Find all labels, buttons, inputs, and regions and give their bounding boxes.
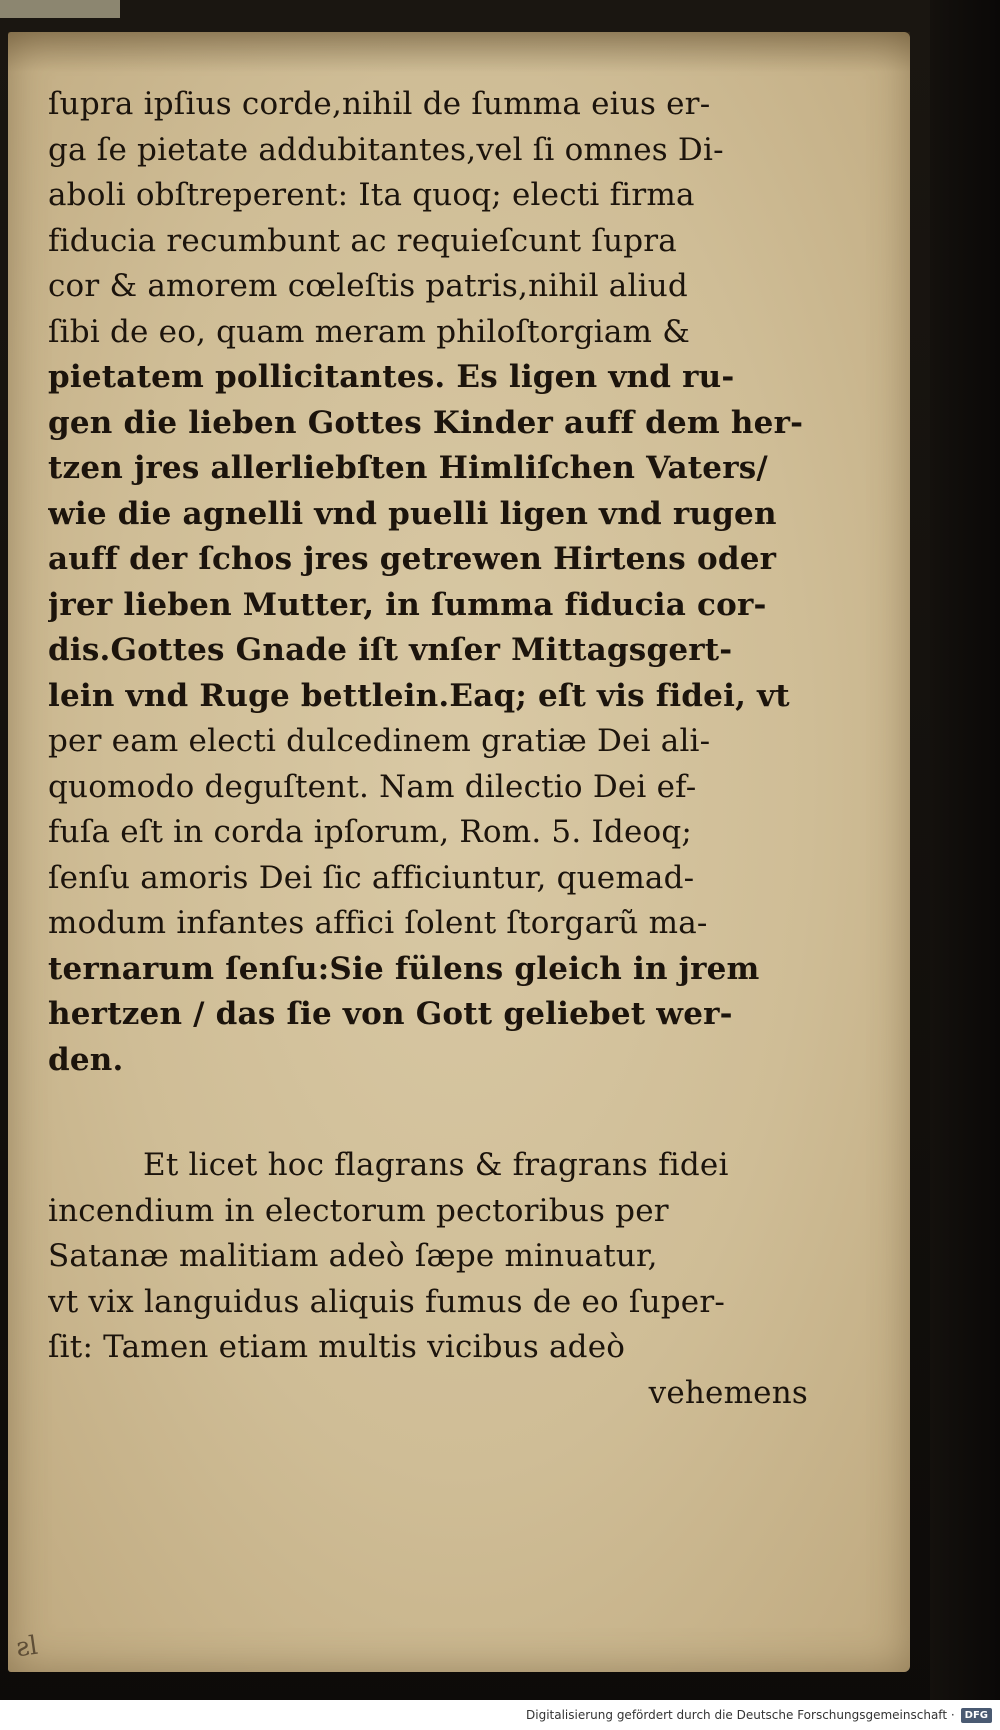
text-line: fiducia recumbunt ac requieſcunt ſupra (48, 222, 677, 259)
text-line: ſupra ipſius corde,nihil de ſumma eius er- (48, 86, 711, 122)
text-line: ſit: Tamen etiam multis vicibus adeò (48, 1329, 626, 1365)
text-line: ſenſu amoris Dei ſic afficiuntur, quemad- (48, 859, 695, 896)
text-line: quomodo deguſtent. Nam dilectio Dei ef- (48, 768, 697, 805)
text-line: hertzen / das ſie von Gott geliebet wer- (48, 996, 733, 1032)
text-line: per eam electi dulcedinem gratiæ Dei ali- (48, 723, 711, 759)
text-line: pietatem pollicitantes. Es ligen vnd ru- (48, 359, 735, 395)
text-line: gen die lieben Gottes Kinder auff dem her- (48, 404, 804, 441)
text-line: Et licet hoc flagrans & fragrans fidei (143, 1147, 729, 1183)
text-line: ſibi de eo, quam meram philoſtorgiam & (48, 313, 690, 350)
digitization-footer (0, 1700, 1000, 1730)
text-line: modum infantes affici ſolent ſtorgarũ ma- (48, 905, 708, 941)
text-line: dis.Gottes Gnade iſt vnſer Mittagsgert- (48, 632, 733, 668)
book-page (8, 32, 910, 1672)
text-line: incendium in electorum pectoribus per (48, 1192, 669, 1229)
catchword: vehemens (648, 1374, 808, 1411)
paragraph-gap (48, 1083, 828, 1143)
text-line: jrer lieben Mutter, in ſumma fiducia cor- (48, 586, 767, 623)
footer-credit: Digitalisierung gefördert durch die Deutsche Forschungsgemeinschaft · (526, 1708, 955, 1722)
text-line: lein vnd Ruge bettlein.Eaq; eſt vis fidei, vt (48, 677, 790, 714)
text-line: Satanæ malitiam adeò ſæpe minuatur, (48, 1238, 658, 1274)
text-line: aboli obſtreperent: Ita quoq; electi firma (48, 177, 695, 213)
text-line: den. (48, 1041, 124, 1078)
scan-edge-strip (0, 0, 120, 18)
text-line: auff der ſchos jres getrewen Hirtens oder (48, 541, 777, 577)
text-line: vt vix languidus aliquis fumus de eo ſuper- (48, 1283, 726, 1320)
dfg-logo-icon: DFG (961, 1708, 992, 1723)
text-line: cor & amorem cœleſtis patris,nihil aliud (48, 268, 688, 304)
page-shadow (8, 32, 910, 72)
corner-mark: ƨl (14, 1630, 40, 1664)
scan-background-right (930, 0, 1000, 1700)
text-line: ga ſe pietate addubitantes,vel ſi omnes Di- (48, 131, 724, 168)
text-line: tzen jres allerliebſten Himliſchen Vaters/ (48, 450, 768, 486)
text-line: wie die agnelli vnd puelli ligen vnd rugen (48, 495, 777, 532)
text-line: fuſa eſt in corda ipſorum, Rom. 5. Ideoq; (48, 814, 693, 850)
page-text (48, 82, 828, 1416)
text-line: ternarum ſenſu:Sie fülens gleich in jrem (48, 950, 760, 987)
